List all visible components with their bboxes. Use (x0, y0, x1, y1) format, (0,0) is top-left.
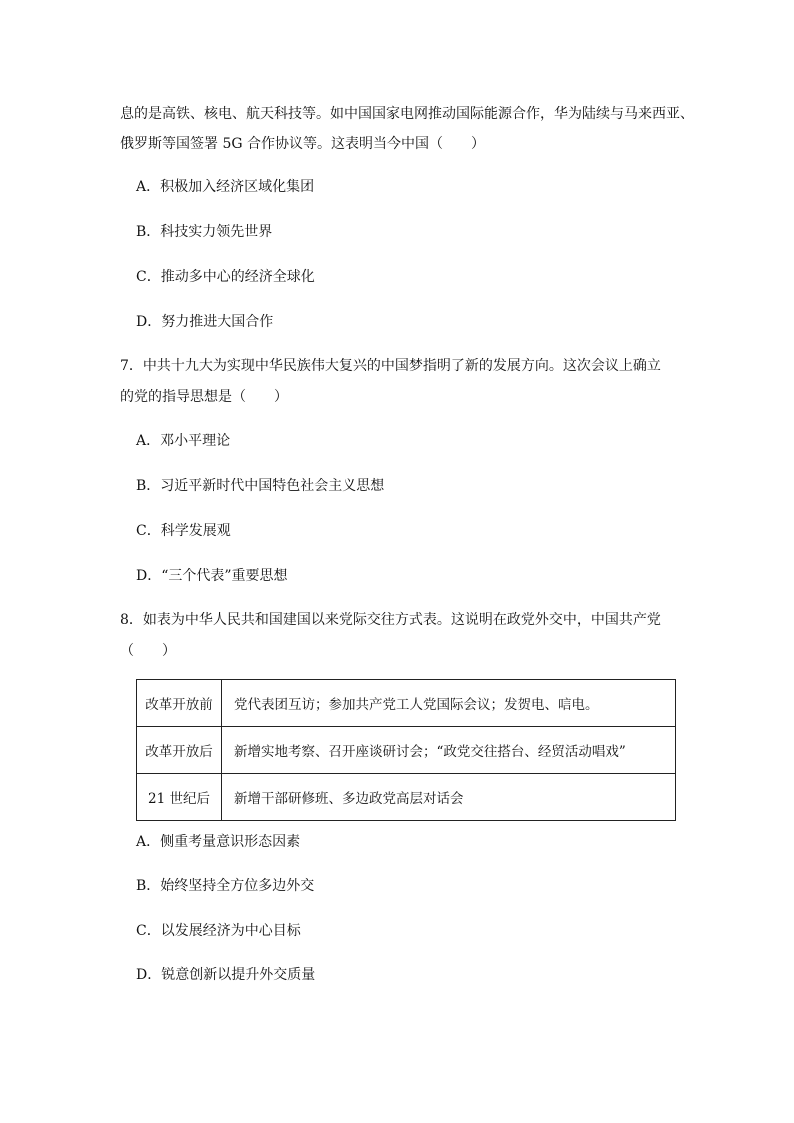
table-cell-description: 党代表团互访；参加共产党工人党国际会议；发贺电、唁电。 (222, 680, 676, 727)
q6-option-d: D．努力推进大国合作 (136, 314, 274, 330)
party-exchange-table (136, 679, 676, 821)
q7-option-a: A．邓小平理论 (136, 433, 231, 449)
q7-option-c: C．科学发展观 (136, 523, 231, 539)
q6-stem-line-1: 息的是高铁、核电、航天科技等。如中国国家电网推动国际能源合作，华为陆续与马来西亚、 (120, 106, 694, 122)
table-cell-period: 改革开放前 (137, 680, 222, 727)
table-cell-period: 改革开放后 (137, 727, 222, 774)
q6-option-c: C．推动多中心的经济全球化 (136, 269, 315, 285)
q8-stem-line-1: 8．如表为中华人民共和国建国以来党际交往方式表。这说明在政党外交中，中国共产党 (120, 612, 661, 628)
q8-option-c: C．以发展经济为中心目标 (136, 923, 301, 939)
q8-option-b: B．始终坚持全方位多边外交 (136, 878, 315, 894)
q6-option-a: A．积极加入经济区域化集团 (136, 179, 315, 195)
table-row (137, 774, 676, 821)
q8-stem-line-2: （ ） (120, 643, 176, 659)
q7-stem-line-1: 7．中共十九大为实现中华民族伟大复兴的中国梦指明了新的发展方向。这次会议上确立 (120, 358, 661, 374)
q8-option-d: D．锐意创新以提升外交质量 (136, 967, 316, 983)
table-cell-description: 新增干部研修班、多边政党高层对话会 (222, 774, 676, 821)
q6-option-b: B．科技实力领先世界 (136, 224, 273, 240)
q6-stem-line-2: 俄罗斯等国签署 5G 合作协议等。这表明当今中国（ ） (120, 136, 485, 152)
table-row (137, 727, 676, 774)
table-cell-period: 21 世纪后 (137, 774, 222, 821)
q7-option-b: B．习近平新时代中国特色社会主义思想 (136, 478, 385, 494)
table-row (137, 680, 676, 727)
q8-option-a: A．侧重考量意识形态因素 (136, 834, 301, 850)
q7-option-d: D．“三个代表”重要思想 (136, 568, 288, 584)
q7-stem-line-2: 的党的指导思想是（ ） (120, 389, 288, 405)
table-cell-description: 新增实地考察、召开座谈研讨会；“政党交往搭台、经贸活动唱戏” (222, 727, 676, 774)
